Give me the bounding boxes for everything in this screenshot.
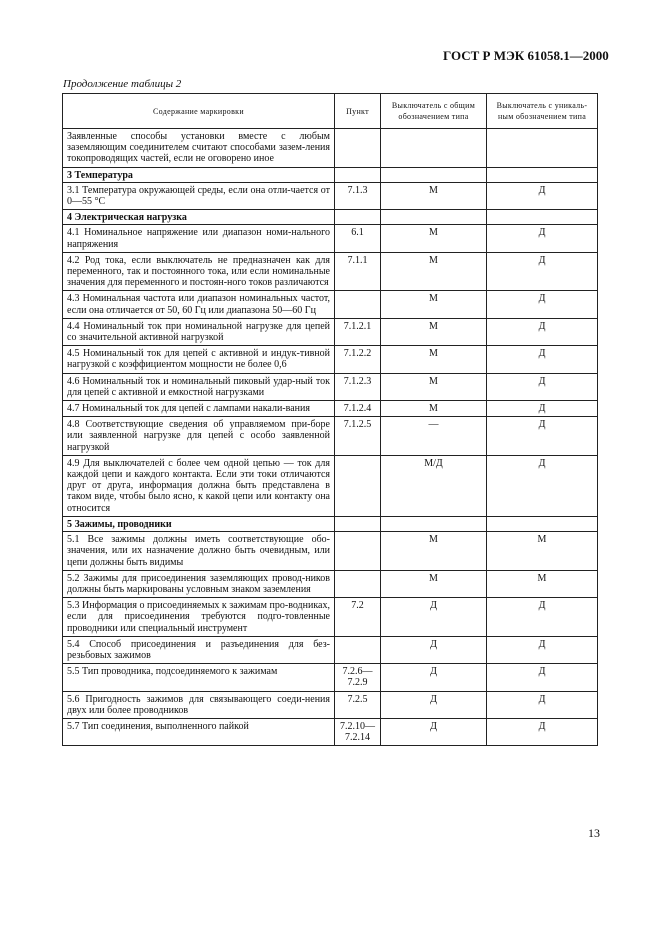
content-cell: 5.6 Пригодность зажимов для связывающего соеди-нения двух или более проводников (63, 691, 335, 718)
unique-type-cell: Д (487, 346, 598, 373)
common-type-cell: Д (381, 691, 487, 718)
table-row (63, 129, 598, 168)
table-row (63, 318, 598, 345)
clause-cell: 7.1.2.3 (335, 373, 381, 400)
table-row (63, 455, 598, 516)
common-type-cell: М (381, 401, 487, 417)
unique-type-cell (487, 167, 598, 182)
clause-cell (335, 532, 381, 571)
marking-table (62, 93, 598, 746)
unique-type-cell: Д (487, 664, 598, 691)
page-number: 13 (588, 826, 600, 840)
content-cell: 5.7 Тип соединения, выполненного пайкой (63, 718, 335, 745)
clause-cell (335, 516, 381, 531)
clause-cell: 7.1.2.4 (335, 401, 381, 417)
content-cell: 5.3 Информация о присоединяемых к зажимам про-водниках, если для присоединения требуются подго-товленные проводники или специальный инструмент (63, 598, 335, 637)
table-header-row (63, 94, 598, 129)
common-type-cell: Д (381, 718, 487, 745)
common-type-cell (381, 167, 487, 182)
clause-cell: 7.1.2.1 (335, 318, 381, 345)
unique-type-cell: М (487, 570, 598, 597)
column-header-content: Содержание маркировки (63, 94, 335, 129)
table-row (63, 401, 598, 417)
common-type-cell (381, 129, 487, 168)
unique-type-cell: Д (487, 636, 598, 663)
table-row (63, 691, 598, 718)
table-row (63, 182, 598, 209)
column-header-clause: Пункт (335, 94, 381, 129)
clause-cell: 7.2.6— 7.2.9 (335, 664, 381, 691)
content-cell: 4.2 Род тока, если выключатель не предназначен как для переменного, так и постоянного тока, или если номинальные значения для переменного и постоян-ного токов различаются (63, 252, 335, 291)
table-row (63, 417, 598, 456)
common-type-cell (381, 516, 487, 531)
table-row (63, 225, 598, 252)
content-cell: 4.1 Номинальное напряжение или диапазон номи-нального напряжения (63, 225, 335, 252)
clause-cell: 7.2 (335, 598, 381, 637)
content-cell: 5.1 Все зажимы должны иметь соответствующие обо-значения, или их назначение должно быть очевидным, или цепи должны быть видимы (63, 532, 335, 571)
clause-cell: 7.2.10— 7.2.14 (335, 718, 381, 745)
table-row (63, 532, 598, 571)
unique-type-cell: Д (487, 291, 598, 318)
table-row (63, 373, 598, 400)
common-type-cell (381, 210, 487, 225)
common-type-cell: М (381, 318, 487, 345)
unique-type-cell: Д (487, 401, 598, 417)
clause-cell (335, 570, 381, 597)
content-cell: 5.2 Зажимы для присоединения заземляющих провод-ников должны быть маркированы условным знаком заземления (63, 570, 335, 597)
table-body (63, 129, 598, 746)
clause-cell: 7.2.5 (335, 691, 381, 718)
common-type-cell: Д (381, 664, 487, 691)
unique-type-cell: Д (487, 225, 598, 252)
common-type-cell: М (381, 225, 487, 252)
clause-cell: 6.1 (335, 225, 381, 252)
content-cell: 4.3 Номинальная частота или диапазон номинальных частот, если она отличается от 50, 60 Гц или диапазона 50—60 Гц (63, 291, 335, 318)
unique-type-cell (487, 210, 598, 225)
common-type-cell: М (381, 532, 487, 571)
clause-cell: 7.1.2.5 (335, 417, 381, 456)
table-row (63, 598, 598, 637)
section-title: 3 Температура (63, 167, 335, 182)
unique-type-cell: М (487, 532, 598, 571)
content-cell: 5.4 Способ присоединения и разъединения для без-резьбовых зажимов (63, 636, 335, 663)
content-cell: Заявленные способы установки вместе с любым заземляющим соединителем считают способами зазем-ления токопроводящих частей, если не оговорено иное (63, 129, 335, 168)
table-row (63, 252, 598, 291)
section-row (63, 167, 598, 182)
common-type-cell: Д (381, 598, 487, 637)
content-cell: 4.6 Номинальный ток и номинальный пиковый удар-ный ток для цепей с активной и емкостной нагрузками (63, 373, 335, 400)
standard-designation: ГОСТ Р МЭК 61058.1—2000 (443, 48, 609, 63)
section-title: 5 Зажимы, проводники (63, 516, 335, 531)
column-header-common-type: Выключатель с общим обозначением типа (381, 94, 487, 129)
clause-cell: 7.1.2.2 (335, 346, 381, 373)
common-type-cell: — (381, 417, 487, 456)
content-cell: 4.4 Номинальный ток при номинальной нагрузке для цепей со значительной активной нагрузкой (63, 318, 335, 345)
section-row (63, 516, 598, 531)
content-cell: 4.9 Для выключателей с более чем одной цепью — ток для каждой цепи и каждого контакта. Если эти токи отличаются друг от друга, информация должна быть представлена в таком виде, чтобы было ясно, к какой цепи или контакту она относится (63, 455, 335, 516)
common-type-cell: М (381, 291, 487, 318)
unique-type-cell: Д (487, 252, 598, 291)
common-type-cell: М (381, 570, 487, 597)
clause-cell (335, 455, 381, 516)
common-type-cell: М (381, 373, 487, 400)
common-type-cell: М (381, 346, 487, 373)
unique-type-cell: Д (487, 417, 598, 456)
content-cell: 3.1 Температура окружающей среды, если она отли-чается от 0—55 °С (63, 182, 335, 209)
content-cell: 5.5 Тип проводника, подсоединяемого к зажимам (63, 664, 335, 691)
unique-type-cell: Д (487, 598, 598, 637)
table-row (63, 570, 598, 597)
content-cell: 4.7 Номинальный ток для цепей с лампами накали-вания (63, 401, 335, 417)
table-row (63, 664, 598, 691)
clause-cell (335, 167, 381, 182)
column-header-unique-type: Выключатель с уникаль-ным обозначением типа (487, 94, 598, 129)
unique-type-cell (487, 516, 598, 531)
content-cell: 4.5 Номинальный ток для цепей с активной и индук-тивной нагрузкой с коэффициентом мощности не более 0,6 (63, 346, 335, 373)
table-row (63, 291, 598, 318)
section-title: 4 Электрическая нагрузка (63, 210, 335, 225)
common-type-cell: М/Д (381, 455, 487, 516)
clause-cell (335, 291, 381, 318)
unique-type-cell: Д (487, 182, 598, 209)
unique-type-cell: Д (487, 718, 598, 745)
common-type-cell: Д (381, 636, 487, 663)
unique-type-cell (487, 129, 598, 168)
common-type-cell: М (381, 252, 487, 291)
clause-cell (335, 129, 381, 168)
clause-cell: 7.1.3 (335, 182, 381, 209)
table-continuation-caption: Продолжение таблицы 2 (63, 78, 182, 90)
clause-cell (335, 210, 381, 225)
section-row (63, 210, 598, 225)
unique-type-cell: Д (487, 455, 598, 516)
table-row (63, 718, 598, 745)
common-type-cell: М (381, 182, 487, 209)
clause-cell (335, 636, 381, 663)
content-cell: 4.8 Соответствующие сведения об управляемом при-боре или заявленной нагрузке для цепей с особо заявленной нагрузкой (63, 417, 335, 456)
table-row (63, 346, 598, 373)
unique-type-cell: Д (487, 318, 598, 345)
unique-type-cell: Д (487, 691, 598, 718)
unique-type-cell: Д (487, 373, 598, 400)
table-row (63, 636, 598, 663)
clause-cell: 7.1.1 (335, 252, 381, 291)
